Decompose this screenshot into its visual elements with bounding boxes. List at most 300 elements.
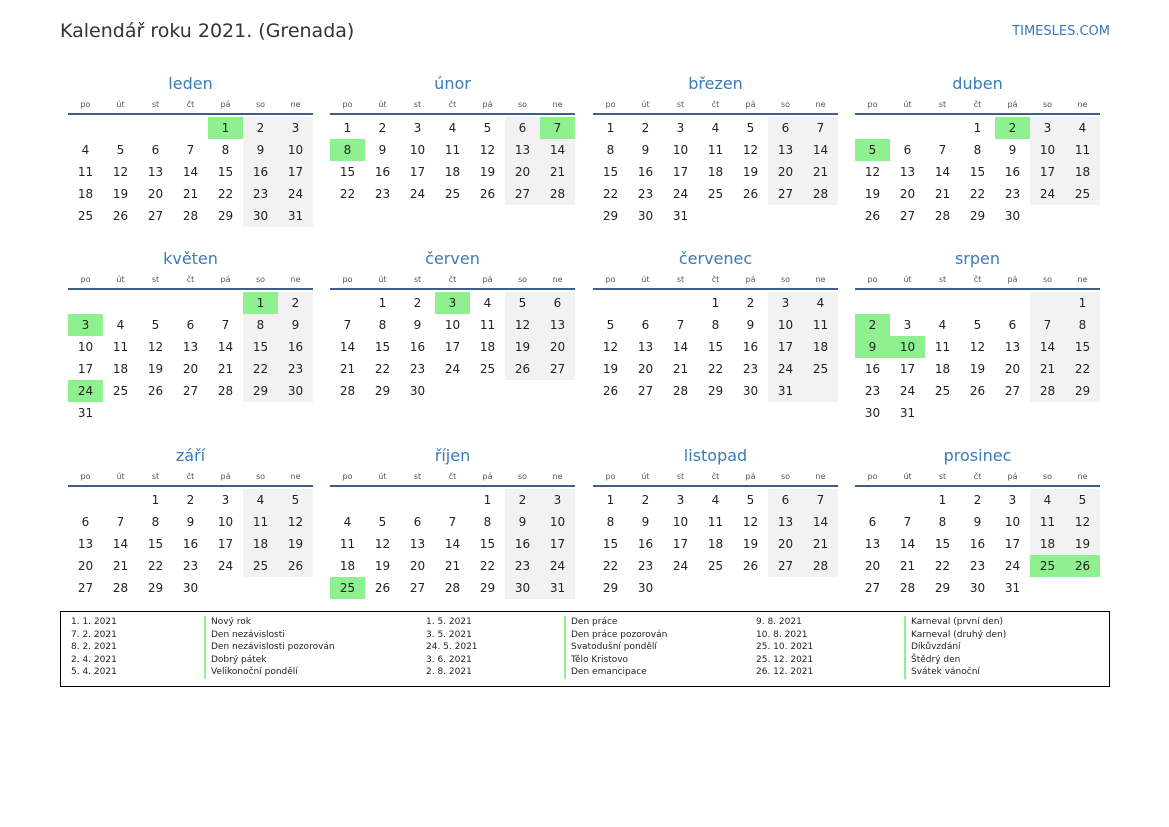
day-cell: 21 bbox=[672, 362, 689, 376]
day-cell: 20 bbox=[899, 187, 916, 201]
day-cell: 3 bbox=[903, 318, 912, 332]
day-cell: 31 bbox=[899, 406, 916, 420]
weekday-label: út bbox=[116, 275, 125, 284]
day-cell: 25 bbox=[252, 559, 269, 573]
day-cell: 19 bbox=[864, 187, 881, 201]
day-cell: 31 bbox=[777, 384, 794, 398]
day-cell: 27 bbox=[1004, 384, 1021, 398]
weekday-header bbox=[855, 274, 1100, 286]
day-cell: 20 bbox=[409, 559, 426, 573]
weekday-header bbox=[330, 99, 575, 111]
day-cell: 3 bbox=[291, 121, 300, 135]
day-cell: 4 bbox=[816, 296, 825, 310]
weekday-header bbox=[68, 274, 313, 286]
holiday-name: Den práce pozorován bbox=[571, 629, 668, 640]
day-cell: 28 bbox=[182, 209, 199, 223]
day-cell: 2 bbox=[413, 296, 422, 310]
day-cell: 22 bbox=[339, 187, 356, 201]
day-cell: 19 bbox=[1074, 537, 1091, 551]
month-divider bbox=[330, 485, 575, 487]
day-cell: 16 bbox=[287, 340, 304, 354]
weekday-label: so bbox=[780, 275, 791, 284]
day-cell: 13 bbox=[409, 537, 426, 551]
month-divider bbox=[593, 288, 838, 290]
day-cell: 13 bbox=[77, 537, 94, 551]
day-cell: 29 bbox=[934, 581, 951, 595]
day-cell: 6 bbox=[413, 515, 422, 529]
day-cell: 29 bbox=[1074, 384, 1091, 398]
day-cell: 22 bbox=[602, 187, 619, 201]
day-cell: 14 bbox=[112, 537, 129, 551]
day-cell: 12 bbox=[1074, 515, 1091, 529]
holiday-name: Den emancipace bbox=[571, 667, 647, 677]
weekday-header bbox=[593, 471, 838, 483]
day-cell: 3 bbox=[1043, 121, 1052, 135]
holiday-day: 26 bbox=[1065, 555, 1100, 577]
weekday-header bbox=[855, 99, 1100, 111]
weekday-label: út bbox=[903, 472, 912, 481]
day-cell: 14 bbox=[672, 340, 689, 354]
weekday-label: st bbox=[151, 100, 160, 109]
day-cell: 13 bbox=[899, 165, 916, 179]
day-cell: 14 bbox=[1039, 340, 1056, 354]
weekday-label: pá bbox=[482, 275, 493, 284]
day-cell: 24 bbox=[672, 187, 689, 201]
weekday-label: so bbox=[780, 100, 791, 109]
day-cell: 3 bbox=[676, 493, 685, 507]
holiday-name: Karneval (druhý den) bbox=[911, 629, 1007, 640]
month-name: červenec bbox=[678, 249, 753, 268]
month-name: duben bbox=[952, 74, 1003, 93]
month-divider bbox=[68, 288, 313, 290]
day-cell: 22 bbox=[252, 362, 269, 376]
holiday-day: 25 bbox=[1030, 555, 1065, 577]
day-cell: 12 bbox=[147, 340, 164, 354]
weekday-label: ne bbox=[815, 100, 826, 109]
day-cell: 17 bbox=[777, 340, 794, 354]
day-cell: 23 bbox=[742, 362, 759, 376]
day-cell: 30 bbox=[864, 406, 881, 420]
day-cell: 8 bbox=[378, 318, 387, 332]
day-cell: 22 bbox=[479, 559, 496, 573]
weekday-label: ne bbox=[1077, 275, 1088, 284]
day-cell: 19 bbox=[287, 537, 304, 551]
weekday-label: po bbox=[867, 100, 878, 109]
day-cell: 19 bbox=[742, 537, 759, 551]
day-cell: 22 bbox=[374, 362, 391, 376]
day-cell: 5 bbox=[973, 318, 982, 332]
day-cell: 12 bbox=[514, 318, 531, 332]
holiday-date: 1. 1. 2021 bbox=[71, 617, 117, 627]
day-cell: 28 bbox=[444, 581, 461, 595]
day-cell: 27 bbox=[777, 187, 794, 201]
day-cell: 16 bbox=[969, 537, 986, 551]
weekday-header bbox=[593, 99, 838, 111]
day-cell: 20 bbox=[182, 362, 199, 376]
weekday-header bbox=[330, 274, 575, 286]
page-title: Kalendář roku 2021. (Grenada) bbox=[60, 20, 355, 42]
weekday-label: st bbox=[676, 275, 685, 284]
day-cell: 20 bbox=[777, 537, 794, 551]
day-cell: 31 bbox=[1004, 581, 1021, 595]
weekday-header bbox=[330, 471, 575, 483]
day-cell: 28 bbox=[112, 581, 129, 595]
day-cell: 28 bbox=[1039, 384, 1056, 398]
day-cell: 2 bbox=[746, 296, 755, 310]
day-cell: 12 bbox=[112, 165, 129, 179]
weekday-label: so bbox=[1042, 100, 1053, 109]
day-cell: 17 bbox=[409, 165, 426, 179]
month-divider bbox=[855, 113, 1100, 115]
holiday-names-column bbox=[564, 616, 667, 679]
day-cell: 30 bbox=[637, 209, 654, 223]
day-cell: 21 bbox=[934, 187, 951, 201]
day-cell: 23 bbox=[1004, 187, 1021, 201]
day-cell: 11 bbox=[252, 515, 269, 529]
day-cell: 2 bbox=[641, 493, 650, 507]
weekday-label: po bbox=[605, 275, 616, 284]
day-cell: 16 bbox=[742, 340, 759, 354]
day-cell: 28 bbox=[934, 209, 951, 223]
day-cell: 22 bbox=[147, 559, 164, 573]
day-cell: 25 bbox=[479, 362, 496, 376]
day-cell: 31 bbox=[672, 209, 689, 223]
holiday-date: 9. 8. 2021 bbox=[756, 617, 802, 627]
day-cell: 26 bbox=[479, 187, 496, 201]
holiday-date: 25. 12. 2021 bbox=[756, 654, 814, 665]
day-cell: 22 bbox=[602, 559, 619, 573]
day-cell: 3 bbox=[781, 296, 790, 310]
weekday-label: čt bbox=[448, 100, 457, 109]
day-cell: 29 bbox=[969, 209, 986, 223]
day-cell: 20 bbox=[77, 559, 94, 573]
day-cell: 5 bbox=[116, 143, 125, 157]
day-cell: 1 bbox=[938, 493, 947, 507]
weekday-label: ne bbox=[290, 100, 301, 109]
day-cell: 4 bbox=[711, 121, 720, 135]
day-cell: 30 bbox=[287, 384, 304, 398]
day-cell: 25 bbox=[444, 187, 461, 201]
day-cell: 10 bbox=[1004, 515, 1021, 529]
day-cell: 29 bbox=[147, 581, 164, 595]
day-cell: 2 bbox=[186, 493, 195, 507]
holiday-day: 25 bbox=[330, 577, 365, 599]
holiday-day: 2 bbox=[995, 117, 1030, 139]
weekday-label: pá bbox=[482, 100, 493, 109]
day-cell: 29 bbox=[707, 384, 724, 398]
day-cell: 16 bbox=[252, 165, 269, 179]
day-cell: 10 bbox=[217, 515, 234, 529]
day-cell: 21 bbox=[812, 537, 829, 551]
day-cell: 15 bbox=[339, 165, 356, 179]
day-cell: 25 bbox=[77, 209, 94, 223]
day-cell: 16 bbox=[409, 340, 426, 354]
day-cell: 15 bbox=[602, 537, 619, 551]
day-cell: 7 bbox=[1043, 318, 1052, 332]
day-cell: 10 bbox=[1039, 143, 1056, 157]
day-cell: 31 bbox=[549, 581, 566, 595]
day-cell: 11 bbox=[77, 165, 94, 179]
day-cell: 28 bbox=[549, 187, 566, 201]
weekday-label: so bbox=[780, 472, 791, 481]
weekday-label: so bbox=[255, 275, 266, 284]
weekday-label: pá bbox=[1007, 472, 1018, 481]
month-name: červen bbox=[425, 249, 480, 268]
holiday-date: 24. 5. 2021 bbox=[426, 642, 478, 652]
day-cell: 5 bbox=[606, 318, 615, 332]
month-name: březen bbox=[688, 74, 743, 93]
day-cell: 6 bbox=[868, 515, 877, 529]
day-cell: 20 bbox=[1004, 362, 1021, 376]
day-cell: 9 bbox=[641, 515, 650, 529]
day-cell: 10 bbox=[77, 340, 94, 354]
day-cell: 1 bbox=[483, 493, 492, 507]
day-cell: 18 bbox=[339, 559, 356, 573]
day-cell: 14 bbox=[899, 537, 916, 551]
weekday-label: ne bbox=[815, 275, 826, 284]
weekday-label: st bbox=[938, 100, 947, 109]
day-cell: 16 bbox=[374, 165, 391, 179]
month-divider bbox=[68, 113, 313, 115]
weekday-label: út bbox=[378, 275, 387, 284]
holiday-date: 5. 4. 2021 bbox=[71, 667, 117, 677]
day-cell: 8 bbox=[938, 515, 947, 529]
day-cell: 11 bbox=[707, 515, 724, 529]
day-cell: 9 bbox=[378, 143, 387, 157]
day-cell: 23 bbox=[182, 559, 199, 573]
day-cell: 14 bbox=[549, 143, 566, 157]
holiday-names-column bbox=[204, 616, 335, 679]
day-cell: 17 bbox=[217, 537, 234, 551]
day-cell: 18 bbox=[934, 362, 951, 376]
day-cell: 8 bbox=[151, 515, 160, 529]
month-name: leden bbox=[168, 74, 213, 93]
weekday-label: ne bbox=[1077, 100, 1088, 109]
day-cell: 1 bbox=[378, 296, 387, 310]
day-cell: 1 bbox=[1078, 296, 1087, 310]
day-cell: 26 bbox=[969, 384, 986, 398]
holiday-name: Karneval (první den) bbox=[911, 617, 1004, 627]
weekday-label: pá bbox=[220, 275, 231, 284]
day-cell: 9 bbox=[186, 515, 195, 529]
weekday-label: čt bbox=[973, 275, 982, 284]
day-cell: 5 bbox=[746, 121, 755, 135]
month-divider bbox=[330, 113, 575, 115]
day-cell: 23 bbox=[637, 187, 654, 201]
weekday-label: ne bbox=[552, 472, 563, 481]
weekday-label: čt bbox=[711, 275, 720, 284]
weekday-label: st bbox=[413, 472, 422, 481]
day-cell: 16 bbox=[637, 165, 654, 179]
day-cell: 30 bbox=[409, 384, 426, 398]
month-name: říjen bbox=[434, 446, 471, 465]
day-cell: 18 bbox=[707, 165, 724, 179]
day-cell: 3 bbox=[221, 493, 230, 507]
day-cell: 6 bbox=[1008, 318, 1017, 332]
day-cell: 29 bbox=[252, 384, 269, 398]
day-cell: 17 bbox=[1004, 537, 1021, 551]
day-cell: 8 bbox=[606, 515, 615, 529]
weekday-label: pá bbox=[745, 100, 756, 109]
day-cell: 29 bbox=[217, 209, 234, 223]
day-cell: 2 bbox=[378, 121, 387, 135]
holiday-day: 24 bbox=[68, 380, 103, 402]
day-cell: 12 bbox=[969, 340, 986, 354]
day-cell: 21 bbox=[112, 559, 129, 573]
day-cell: 30 bbox=[742, 384, 759, 398]
weekday-label: st bbox=[938, 275, 947, 284]
day-cell: 21 bbox=[899, 559, 916, 573]
day-cell: 12 bbox=[374, 537, 391, 551]
weekday-label: út bbox=[378, 472, 387, 481]
day-cell: 2 bbox=[291, 296, 300, 310]
day-cell: 19 bbox=[374, 559, 391, 573]
day-cell: 13 bbox=[147, 165, 164, 179]
weekday-label: po bbox=[867, 472, 878, 481]
month-name: prosinec bbox=[943, 446, 1012, 465]
weekday-label: čt bbox=[448, 275, 457, 284]
holiday-name: Svatodušní pondělí bbox=[571, 642, 657, 652]
day-cell: 26 bbox=[742, 559, 759, 573]
day-cell: 15 bbox=[1074, 340, 1091, 354]
weekday-label: út bbox=[116, 472, 125, 481]
day-cell: 13 bbox=[864, 537, 881, 551]
holiday-dates-column bbox=[71, 616, 117, 679]
day-cell: 4 bbox=[116, 318, 125, 332]
day-cell: 1 bbox=[973, 121, 982, 135]
day-cell: 11 bbox=[1039, 515, 1056, 529]
weekday-label: út bbox=[903, 100, 912, 109]
day-cell: 19 bbox=[479, 165, 496, 179]
day-cell: 6 bbox=[553, 296, 562, 310]
day-cell: 26 bbox=[287, 559, 304, 573]
day-cell: 4 bbox=[343, 515, 352, 529]
holiday-name: Velikonoční pondělí bbox=[211, 667, 298, 677]
day-cell: 15 bbox=[969, 165, 986, 179]
day-cell: 5 bbox=[518, 296, 527, 310]
day-cell: 13 bbox=[777, 143, 794, 157]
day-cell: 18 bbox=[252, 537, 269, 551]
day-cell: 19 bbox=[602, 362, 619, 376]
day-cell: 16 bbox=[1004, 165, 1021, 179]
day-cell: 13 bbox=[514, 143, 531, 157]
day-cell: 18 bbox=[1039, 537, 1056, 551]
month-name: srpen bbox=[954, 249, 1001, 268]
day-cell: 8 bbox=[711, 318, 720, 332]
holiday-day: 9 bbox=[855, 336, 890, 358]
holiday-date: 10. 8. 2021 bbox=[756, 629, 808, 640]
day-cell: 15 bbox=[707, 340, 724, 354]
day-cell: 18 bbox=[77, 187, 94, 201]
day-cell: 25 bbox=[1074, 187, 1091, 201]
day-cell: 7 bbox=[343, 318, 352, 332]
day-cell: 26 bbox=[374, 581, 391, 595]
day-cell: 6 bbox=[903, 143, 912, 157]
day-cell: 7 bbox=[221, 318, 230, 332]
holiday-day: 8 bbox=[330, 139, 365, 161]
day-cell: 22 bbox=[217, 187, 234, 201]
day-cell: 17 bbox=[287, 165, 304, 179]
weekday-label: st bbox=[413, 275, 422, 284]
weekday-label: po bbox=[342, 275, 353, 284]
holiday-date: 7. 2. 2021 bbox=[71, 629, 117, 640]
day-cell: 14 bbox=[812, 143, 829, 157]
holiday-date: 1. 5. 2021 bbox=[426, 617, 472, 627]
day-cell: 17 bbox=[77, 362, 94, 376]
day-cell: 29 bbox=[479, 581, 496, 595]
day-cell: 11 bbox=[707, 143, 724, 157]
day-cell: 13 bbox=[549, 318, 566, 332]
weekday-label: po bbox=[80, 100, 91, 109]
day-cell: 7 bbox=[676, 318, 685, 332]
holiday-name: Štědrý den bbox=[911, 654, 961, 665]
day-cell: 24 bbox=[549, 559, 566, 573]
day-cell: 7 bbox=[816, 121, 825, 135]
holiday-day: 5 bbox=[855, 139, 890, 161]
day-cell: 12 bbox=[287, 515, 304, 529]
day-cell: 27 bbox=[637, 384, 654, 398]
day-cell: 8 bbox=[606, 143, 615, 157]
day-cell: 7 bbox=[186, 143, 195, 157]
month-divider bbox=[855, 485, 1100, 487]
weekday-label: ne bbox=[815, 472, 826, 481]
weekday-label: čt bbox=[973, 100, 982, 109]
holiday-day: 3 bbox=[68, 314, 103, 336]
day-cell: 26 bbox=[864, 209, 881, 223]
day-cell: 26 bbox=[147, 384, 164, 398]
weekday-label: čt bbox=[711, 472, 720, 481]
day-cell: 3 bbox=[553, 493, 562, 507]
day-cell: 8 bbox=[1078, 318, 1087, 332]
weekday-label: po bbox=[605, 472, 616, 481]
day-cell: 22 bbox=[707, 362, 724, 376]
day-cell: 16 bbox=[182, 537, 199, 551]
day-cell: 21 bbox=[182, 187, 199, 201]
day-cell: 2 bbox=[641, 121, 650, 135]
day-cell: 9 bbox=[973, 515, 982, 529]
brand-link[interactable]: TIMESLES.COM bbox=[1012, 24, 1110, 39]
day-cell: 9 bbox=[518, 515, 527, 529]
day-cell: 7 bbox=[448, 515, 457, 529]
weekday-label: st bbox=[413, 100, 422, 109]
day-cell: 24 bbox=[1039, 187, 1056, 201]
day-cell: 16 bbox=[864, 362, 881, 376]
day-cell: 6 bbox=[81, 515, 90, 529]
weekday-label: st bbox=[151, 275, 160, 284]
holiday-day: 2 bbox=[855, 314, 890, 336]
day-cell: 15 bbox=[252, 340, 269, 354]
day-cell: 23 bbox=[514, 559, 531, 573]
weekday-label: pá bbox=[745, 275, 756, 284]
weekday-header bbox=[593, 274, 838, 286]
day-cell: 13 bbox=[777, 515, 794, 529]
day-cell: 29 bbox=[374, 384, 391, 398]
day-cell: 9 bbox=[641, 143, 650, 157]
day-cell: 27 bbox=[409, 581, 426, 595]
holiday-name: Den práce bbox=[571, 617, 618, 627]
day-cell: 11 bbox=[934, 340, 951, 354]
day-cell: 9 bbox=[256, 143, 265, 157]
day-cell: 21 bbox=[812, 165, 829, 179]
holiday-dates-column bbox=[426, 616, 478, 679]
weekday-label: pá bbox=[220, 472, 231, 481]
day-cell: 27 bbox=[864, 581, 881, 595]
day-cell: 5 bbox=[483, 121, 492, 135]
weekday-label: so bbox=[1042, 275, 1053, 284]
weekday-label: ne bbox=[1077, 472, 1088, 481]
holiday-date: 8. 2. 2021 bbox=[71, 642, 117, 652]
weekday-label: so bbox=[517, 275, 528, 284]
